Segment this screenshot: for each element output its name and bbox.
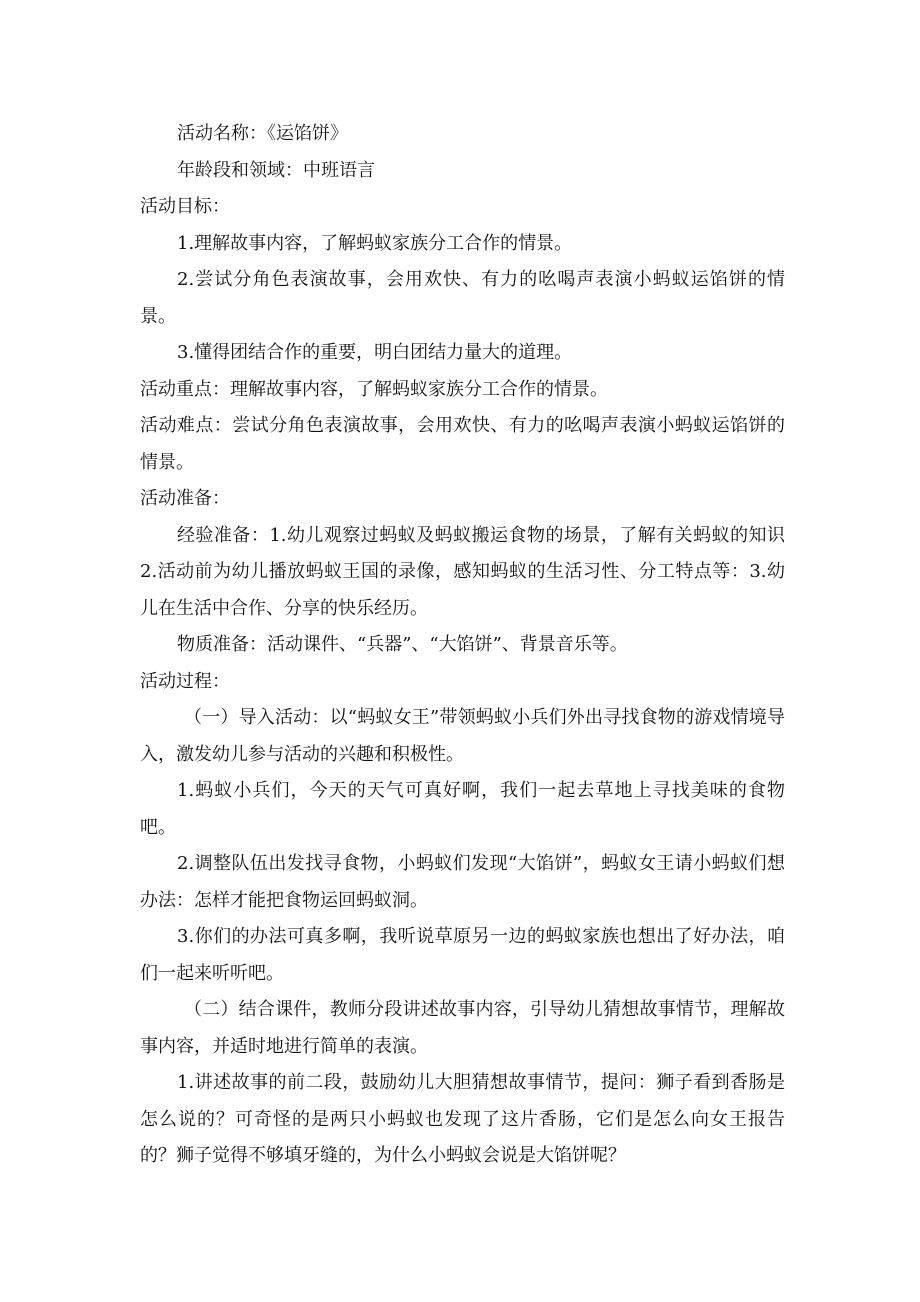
- activity-name: 活动名称：《运馅饼》: [177, 123, 348, 144]
- goal-item: 2.尝试分角色表演故事，会用欢快、有力的吆喝声表演小蚂蚁运馅饼的情景。: [140, 269, 785, 327]
- goals-heading: 活动目标：: [140, 196, 230, 217]
- material-preparation: 物质准备：活动课件、“兵器”、“大馅饼”、背景音乐等。: [177, 634, 628, 655]
- goal-item: 3.懂得团结合作的重要，明白团结力量大的道理。: [177, 342, 573, 363]
- part-one-step: 2.调整队伍出发找寻食物，小蚂蚁们发现“大馅饼”，蚂蚁女王请小蚂蚁们想办法：怎样才能把食物运回蚂蚁洞。: [140, 853, 785, 911]
- part-two-intro: （二）结合课件，教师分段讲述故事内容，引导幼儿猜想故事情节，理解故事内容，并适时地进行简单的表演。: [140, 999, 785, 1057]
- process-heading: 活动过程：: [140, 670, 230, 692]
- difficulty: 活动难点：尝试分角色表演故事，会用欢快、有力的吆喝声表演小蚂蚁运馅饼的情景。: [140, 415, 785, 473]
- part-one-intro: （一）导入活动：以“蚂蚁女王”带领蚂蚁小兵们外出寻找食物的游戏情境导入，激发幼儿参与活动的兴趣和积极性。: [140, 707, 785, 765]
- key-point: 活动重点：理解故事内容，了解蚂蚁家族分工合作的情景。: [140, 378, 608, 400]
- experience-preparation: 经验准备：1.幼儿观察过蚂蚁及蚂蚁搬运食物的场景，了解有关蚂蚁的知识2.活动前为幼儿播放蚂蚁王国的录像，感知蚂蚁的生活习性、分工特点等：3.幼儿在生活中合作、分享的快乐经历。: [140, 524, 785, 619]
- goal-item: 1.理解故事内容，了解蚂蚁家族分工合作的情景。: [177, 232, 573, 254]
- part-two-step: 1.讲述故事的前二段，鼓励幼儿大胆猜想故事情节，提问：狮子看到香肠是怎么说的？可奇怪的是两只小蚂蚁也发现了这片香肠，它们是怎么向女王报告的？狮子觉得不够填牙缝的，为什么小蚂蚁会说是大馅饼呢？: [140, 1072, 785, 1166]
- part-one-step: 3.你们的办法可真多啊，我听说草原另一边的蚂蚁家族也想出了好办法，咱们一起来听听吧。: [140, 926, 785, 984]
- age-and-domain: 年龄段和领域：中班语言: [177, 159, 375, 181]
- preparation-heading: 活动准备：: [140, 488, 230, 509]
- lesson-plan-body: [140, 116, 785, 1175]
- part-one-step: 1.蚂蚁小兵们，今天的天气可真好啊，我们一起去草地上寻找美味的食物吧。: [140, 780, 785, 838]
